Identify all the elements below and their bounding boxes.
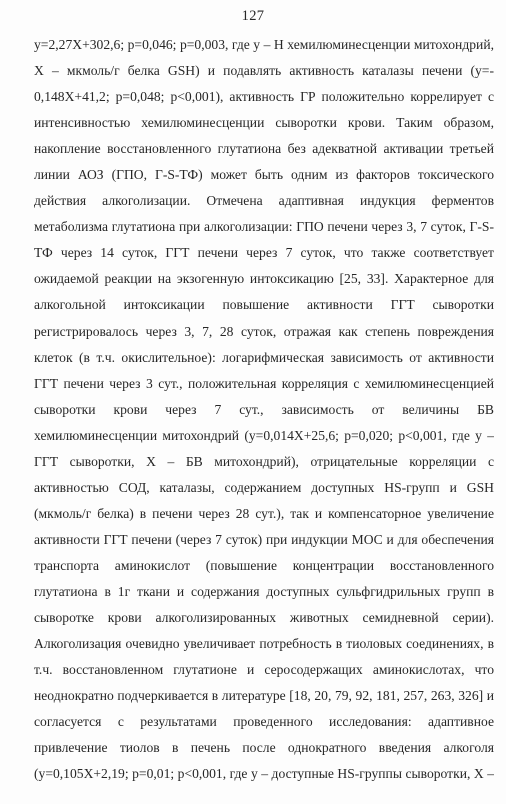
text-line: Алкоголизация очевидно увеличивает потребность в тиоловых соединениях, в	[34, 636, 494, 652]
text-line: 0,148Х+41,2; р=0,048; р<0,001), активность ГР положительно коррелирует с	[34, 89, 494, 105]
text-line: сыворотке крови алкоголизированных животных семидневной серии).	[34, 610, 494, 626]
text-line: неоднократно подчеркивается в литературе [18, 20, 79, 92, 181, 257, 263, 326] и	[34, 688, 494, 704]
text-line: согласуется с результатами проведенного исследования: адаптивное	[34, 714, 494, 730]
text-line: регистрировалось через 3, 7, 28 суток, отражая как степень повреждения	[34, 323, 494, 339]
text-line: накопление восстановленного глутатиона без адекватной активации третьей	[34, 141, 494, 157]
text-line: линии АОЗ (ГПО, Г-S-ТФ) может быть одним из факторов токсического	[34, 167, 494, 183]
text-line: привлечение тиолов в печень после однократного введения алкоголя	[34, 740, 494, 756]
text-line: интенсивностью хемилюминесценции сыворотки крови. Таким образом,	[34, 115, 494, 131]
text-line: активности ГГТ печени (через 7 суток) при индукции МОС и для обеспечения	[34, 531, 494, 547]
text-line: активностью СОД, каталазы, содержанием доступных HS-групп и GSH	[34, 479, 494, 495]
text-line: сыворотки крови через 7 сут., зависимость от величины БВ	[34, 401, 494, 417]
text-line: ГГТ сыворотки, Х – БВ митохондрий), отрицательные корреляции с	[34, 453, 494, 469]
text-line: транспорта аминокислот (повышение концентрации восстановленного	[34, 557, 494, 573]
text-line: глутатиона в 1г ткани и содержания доступных сульфгидрильных групп в	[34, 583, 494, 599]
text-line: у=2,27Х+302,6; р=0,046; р=0,003, где у – Н хемилюминесценции митохондрий,	[34, 37, 494, 52]
page-number: 127	[241, 8, 265, 24]
text-line: (у=0,105Х+2,19; р=0,01; р<0,001, где у – доступные HS-группы сыворотки, Х –	[34, 766, 494, 782]
text-line: действия алкоголизации. Отмечена адаптивная индукция ферментов	[34, 193, 494, 209]
text-line: алкогольной интоксикации повышение активности ГГТ сыворотки	[34, 297, 494, 313]
text-line: ГГТ печени через 3 сут., положительная корреляция с хемилюминесценцией	[34, 375, 494, 391]
text-line: ТФ через 14 суток, ГГТ печени через 7 суток, что также соответствует	[34, 245, 494, 261]
text-line: хемилюминесценции митохондрий (у=0,014Х+25,6; р=0,020; р<0,001, где у –	[34, 427, 494, 443]
text-line: Х – мкмоль/г белка GSH) и подавлять активность каталазы печени (у=-	[34, 63, 494, 79]
text-line: метаболизма глутатиона при алкоголизации: ГПО печени через 3, 7 суток, Г-S-	[34, 219, 494, 235]
body-text	[34, 32, 494, 787]
text-line: т.ч. восстановленном глутатионе и серосодержащих аминокислотах, что	[34, 662, 494, 678]
text-line: (мкмоль/г белка) в печени через 28 сут.), так и компенсаторное увеличение	[34, 505, 494, 521]
text-line: ожидаемой реакции на экзогенную интоксикацию [25, 33]. Характерное для	[34, 271, 494, 287]
text-line: клеток (в т.ч. окислительное): логарифмическая зависимость от активности	[34, 349, 494, 365]
